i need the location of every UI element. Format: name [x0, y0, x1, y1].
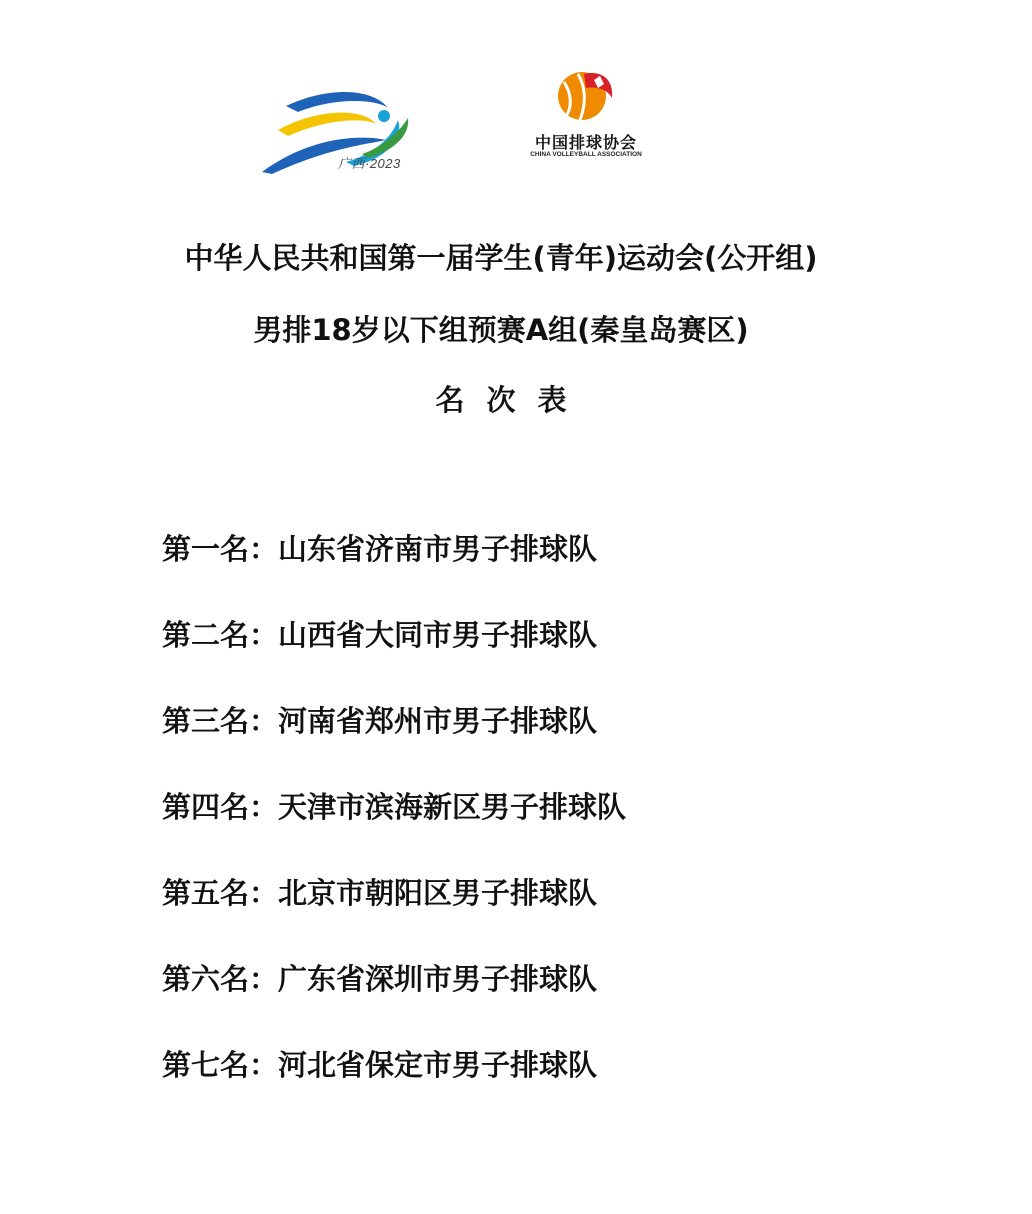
team-name: 山西省大同市男子排球队 — [278, 618, 598, 652]
ranking-list — [162, 526, 626, 1128]
team-name: 河北省保定市男子排球队 — [278, 1048, 598, 1082]
team-name: 天津市滨海新区男子排球队 — [278, 790, 627, 824]
team-name: 北京市朝阳区男子排球队 — [278, 876, 598, 910]
ranking-row — [162, 956, 626, 1042]
logo-header — [0, 0, 1032, 200]
team-name: 广东省深圳市男子排球队 — [278, 962, 598, 996]
rank-label: 第四名： — [162, 790, 279, 824]
rank-label: 第七名： — [162, 1048, 279, 1082]
rank-label: 第六名： — [162, 962, 279, 996]
games-logo-blue-stroke — [286, 92, 388, 112]
games-logo-yellow-stroke — [278, 113, 376, 136]
rank-label: 第一名： — [162, 532, 279, 566]
document-title-line2: 男排18岁以下组预赛A组(秦皇岛赛区) — [253, 313, 749, 347]
ranking-row — [162, 784, 626, 870]
cva-logo-name: 中国排球协会 — [534, 133, 637, 152]
games-logo-head — [378, 110, 390, 122]
team-name: 河南省郑州市男子排球队 — [278, 704, 598, 738]
rank-label: 第二名： — [162, 618, 279, 652]
document-title-line1: 中华人民共和国第一届学生(青年)运动会(公开组) — [184, 241, 818, 275]
cva-logo-english: CHINA VOLLEYBALL ASSOCIATION — [530, 151, 642, 158]
ranking-row — [162, 870, 626, 956]
rank-label: 第三名： — [162, 704, 279, 738]
document-title-line3: 名次表 — [435, 383, 589, 417]
ranking-row — [162, 1042, 626, 1128]
ranking-row — [162, 612, 626, 698]
team-name: 山东省济南市男子排球队 — [278, 532, 598, 566]
ranking-row — [162, 698, 626, 784]
ranking-row — [162, 526, 626, 612]
games-logo-text: 广西·2023 — [338, 156, 401, 171]
rank-label: 第五名： — [162, 876, 279, 910]
